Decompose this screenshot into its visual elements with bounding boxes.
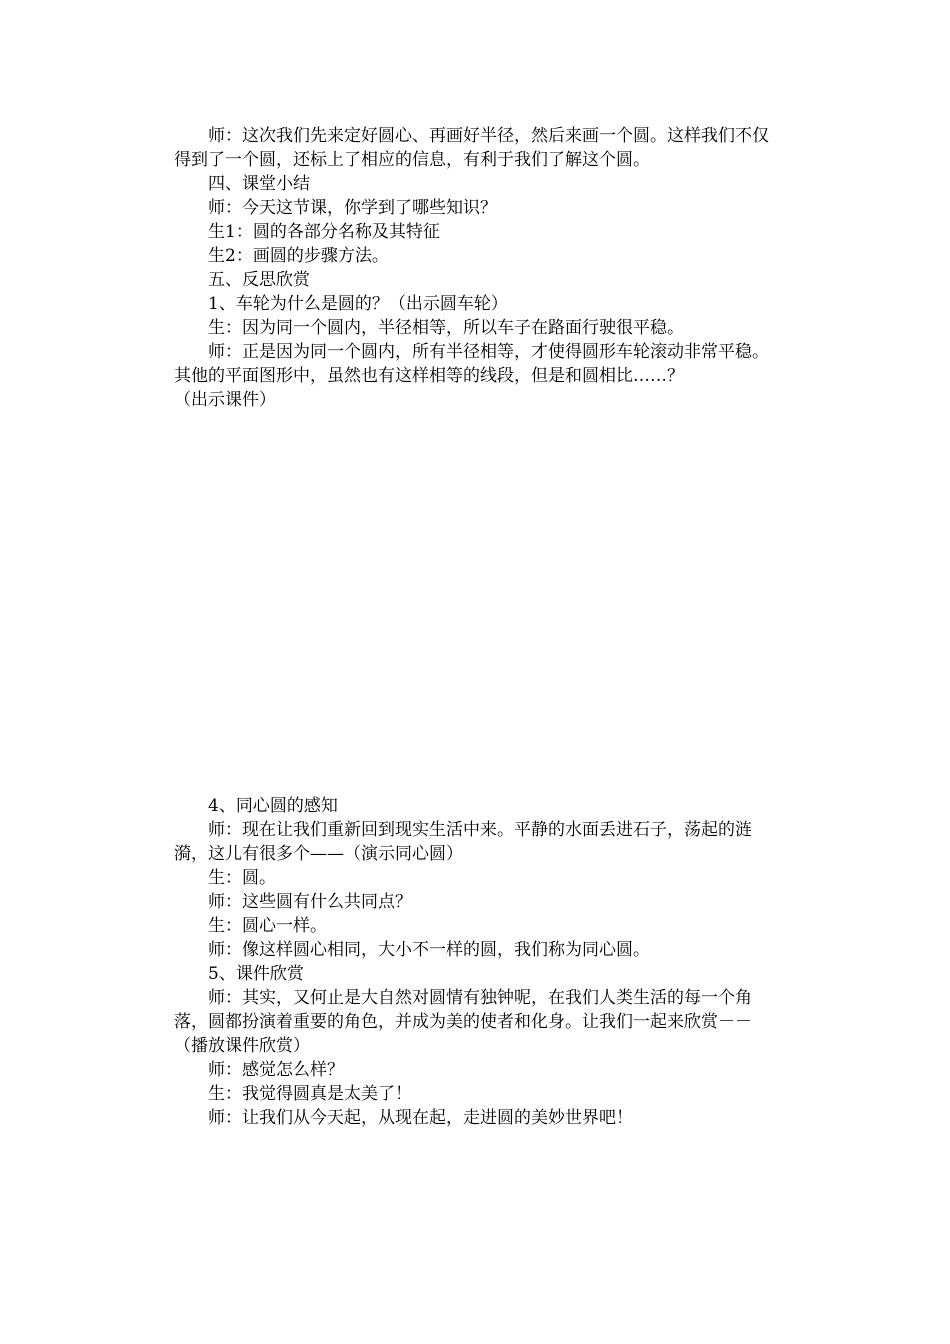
paragraph-line: （播放课件欣赏） xyxy=(174,1036,310,1056)
section-heading: 五、反思欣赏 xyxy=(208,270,310,290)
paragraph-line: 师：像这样圆心相同，大小不一样的圆，我们称为同心圆。 xyxy=(208,940,650,960)
section-heading: 5、课件欣赏 xyxy=(208,964,304,984)
paragraph-line: （出示课件） xyxy=(174,390,276,410)
paragraph-line: 师：感觉怎么样？ xyxy=(208,1060,344,1080)
paragraph-line: 生2：画圆的步骤方法。 xyxy=(208,246,389,266)
paragraph-line: 生1：圆的各部分名称及其特征 xyxy=(208,222,440,242)
paragraph-line: 漪，这儿有很多个——（演示同心圆） xyxy=(174,844,463,864)
paragraph-line: 师：正是因为同一个圆内，所有半径相等，才使得圆形车轮滚动非常平稳。 xyxy=(208,342,769,362)
paragraph-line: 师：这次我们先来定好圆心、再画好半径，然后来画一个圆。这样我们不仅 xyxy=(208,126,769,146)
paragraph-line: 师：这些圆有什么共同点？ xyxy=(208,892,412,912)
paragraph-line: 落，圆都扮演着重要的角色，并成为美的使者和化身。让我们一起来欣赏－－ xyxy=(174,1012,752,1032)
paragraph-line: 师：今天这节课，你学到了哪些知识？ xyxy=(208,198,497,218)
text-section-2 xyxy=(174,794,814,1130)
section-heading: 4、同心圆的感知 xyxy=(208,796,338,816)
paragraph-line: 得到了一个圆，还标上了相应的信息，有利于我们了解这个圆。 xyxy=(174,150,650,170)
paragraph-line: 生：圆。 xyxy=(208,868,276,888)
paragraph-line: 生：因为同一个圆内，半径相等，所以车子在路面行驶很平稳。 xyxy=(208,318,684,338)
courseware-image-placeholder xyxy=(174,430,814,780)
paragraph-line: 师：让我们从今天起，从现在起，走进圆的美妙世界吧！ xyxy=(208,1108,633,1128)
paragraph-line: 1、车轮为什么是圆的？（出示圆车轮） xyxy=(208,294,508,314)
paragraph-line: 生：圆心一样。 xyxy=(208,916,327,936)
section-heading: 四、课堂小结 xyxy=(208,174,310,194)
paragraph-line: 师：现在让我们重新回到现实生活中来。平静的水面丢进石子，荡起的涟 xyxy=(208,820,752,840)
paragraph-line: 师：其实，又何止是大自然对圆情有独钟呢，在我们人类生活的每一个角 xyxy=(208,988,752,1008)
paragraph-line: 其他的平面图形中，虽然也有这样相等的线段，但是和圆相比……？ xyxy=(174,366,684,386)
text-section-1 xyxy=(174,124,814,412)
paragraph-line: 生：我觉得圆真是太美了！ xyxy=(208,1084,412,1104)
